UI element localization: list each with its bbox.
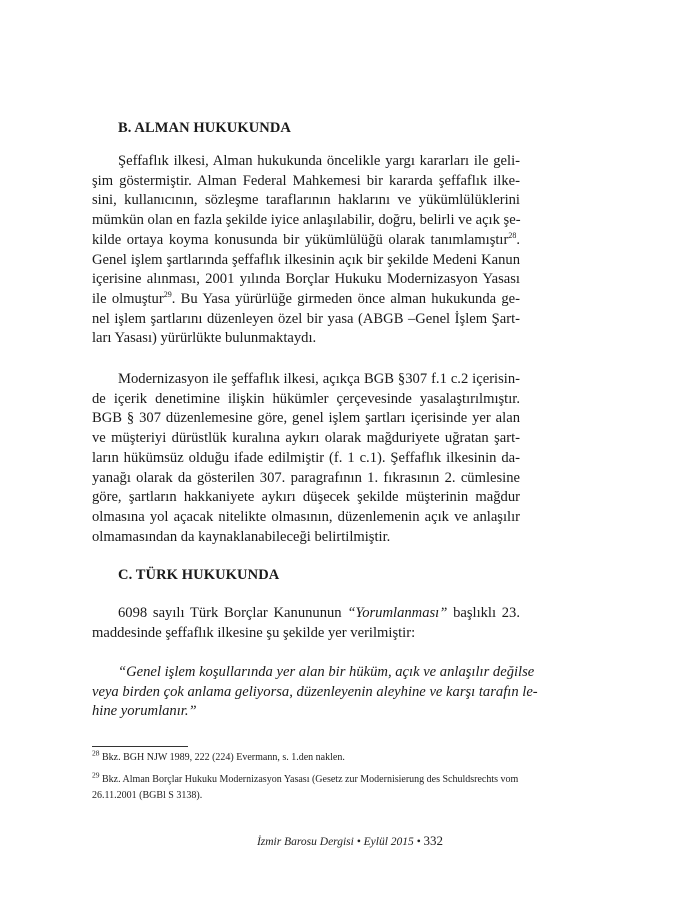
text-line: maddesinde şeffaflık ilkesine şu şekilde yer verilmiştir: (92, 624, 416, 641)
text-line: “Genel işlem koşullarında yer alan bir hüküm, açık ve anlaşılır değilse (118, 664, 535, 680)
journal-name: İzmir Barosu Dergisi • Eylül 2015 • (256, 836, 421, 848)
text-line: Şeffaflık ilkesi, Alman hukukunda öncelikle yargı kararları ile geli- (118, 153, 520, 169)
section-b-paragraph-2 (92, 370, 520, 547)
footnote-divider (92, 746, 188, 747)
footnote-28 (92, 750, 522, 766)
page-number: 332 (423, 833, 444, 848)
section-b-paragraph-1 (92, 152, 520, 349)
text-line: olmamasından da kaynaklanabileceği belirtilmiştir. (92, 528, 391, 545)
text-line: içerisine alınması, 2001 yılında Borçlar Hukuku Modernizasyon Yasası (92, 271, 520, 288)
text-line: mümkün olan en fazla şekilde iyice anlaşılabilir, doğru, belirli ve açık şe- (92, 212, 521, 229)
text-line: nel işlem şartlarını düzenleyen özel bir yasa (ABGB –Genel İşlem Şart- (92, 310, 520, 327)
text-line (92, 604, 520, 624)
text-line: olmasına yol açacak nitelikte olmasının, düzenlemenin açık ve anlaşılır (92, 508, 520, 525)
section-b-heading: B. ALMAN HUKUKUNDA (118, 120, 291, 136)
footnote-text: 26.11.2001 (BGBl S 3138). (92, 790, 203, 801)
text-line: ve müşteriyi dürüstlük kuralına aykırı olarak mağduriyete uğratan şart- (92, 430, 520, 447)
text-line: sini, kullanıcının, sözleşme taraflarının haklarını ve yükümlülüklerini (92, 192, 520, 209)
text-line: veya birden çok anlama geliyorsa, düzenleyenin aleyhine ve karşı tarafın le- (92, 683, 538, 700)
text-line: şim göstermiştir. Alman Federal Mahkemesi bir kararda şeffaflık ilke- (92, 172, 520, 189)
text-line: ların hükümsüz olduğu ifade edilmiştir (f. 1 c.1). Şeffaflık ilkesinin da- (92, 449, 520, 466)
footnote-number: 28 (92, 748, 100, 758)
text-line: yanağı olarak da gösterilen 307. paragrafının 1. fıkrasının 2. cümlesine (92, 469, 520, 486)
text-segment: başlıklı 23. (447, 605, 520, 621)
text-line: BGB § 307 düzenlemesine göre, genel işlem şartları içerisinde yer alan (92, 410, 520, 427)
footnote-29 (92, 772, 522, 804)
italic-title: “Yorumlanması” (347, 605, 448, 621)
text-segment: . Bu Yasa yürürlüğe girmeden önce alman hukukunda ge- (171, 290, 520, 307)
text-line (92, 290, 520, 310)
footnote-text: Bkz. BGH NJW 1989, 222 (224) Evermann, s. 1.den naklen. (102, 752, 345, 763)
footnote-ref-29[interactable]: 29 (163, 290, 172, 300)
text-line: kilde ortaya koyma konusunda bir yükümlülüğü olarak tanımlamıştır$^{28}$. (92, 230, 520, 248)
text-line: de içerik denetimine ilişkin hükümler çerçevesinde yasalaştırılmıştır. (92, 390, 520, 407)
text-segment: 6098 sayılı Türk Borçlar Kanununun (118, 605, 348, 621)
text-line: ları Yasası) yürürlükte bulunmaktaydı. (92, 330, 317, 347)
section-c-heading: C. TÜRK HUKUKUNDA (118, 567, 280, 583)
text-line: göre, şartların hakkaniyete aykırı düşecek şekilde müşterinin mağdur (92, 489, 520, 506)
footnote-number: 29 (92, 770, 100, 780)
text-segment: kilde ortaya koyma konusunda bir yükümlülüğü olarak tanımlamıştır (92, 231, 509, 248)
footnote-ref-28[interactable]: 28 (508, 230, 517, 240)
text-line: Genel işlem şartlarında şeffaflık ilkesinin açık bir şekilde Medeni Kanun (92, 251, 520, 268)
section-c-paragraph-1 (92, 604, 520, 643)
footnote-text: Bkz. Alman Borçlar Hukuku Modernizasyon Yasası (Gesetz zur Modernisierung des Schuldsrechts vom (102, 774, 519, 785)
text-line: Modernizasyon ile şeffaflık ilkesi, açıkça BGB §307 f.1 c.2 içerisin- (118, 371, 520, 387)
law-quote (92, 663, 538, 722)
text-segment: ile olmuştur (92, 290, 164, 307)
text-line: hine yorumlanır.” (92, 703, 197, 720)
page-footer (0, 833, 700, 849)
